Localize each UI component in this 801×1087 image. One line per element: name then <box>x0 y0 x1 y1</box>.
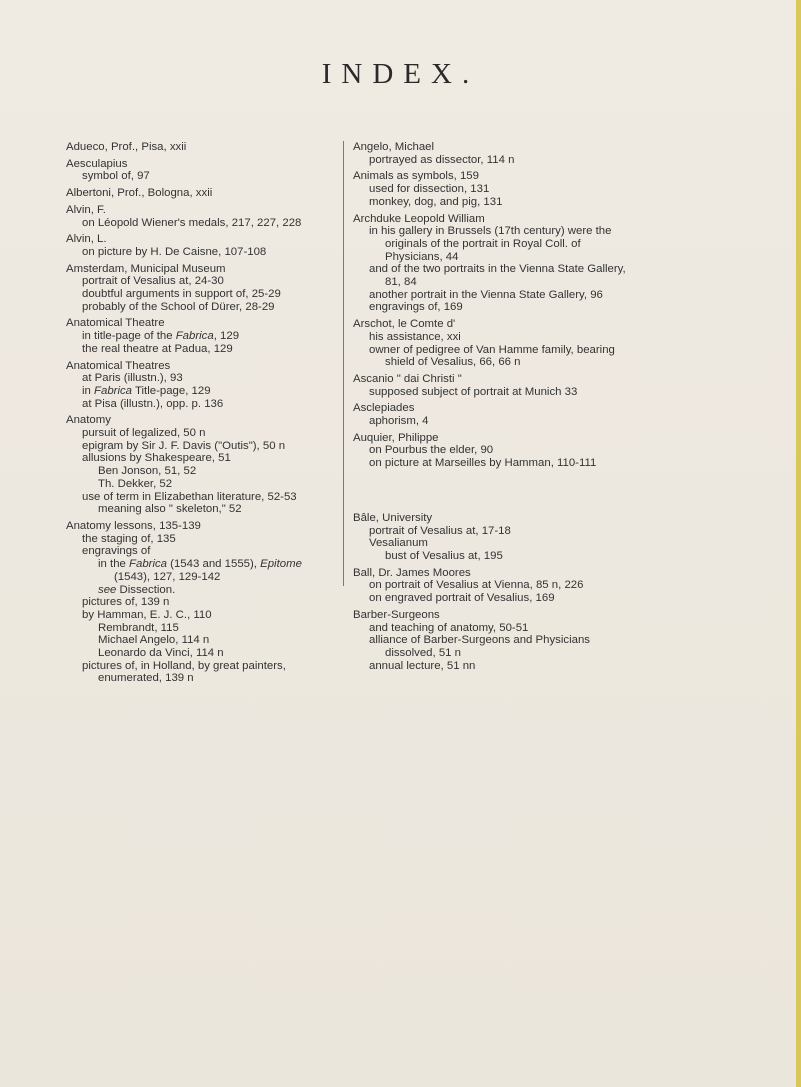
index-entry <box>66 414 338 516</box>
page-title: INDEX. <box>321 58 480 90</box>
index-entry <box>66 158 338 183</box>
index-entry <box>66 317 338 355</box>
index-entry <box>66 233 338 258</box>
entry-subitem: epigram by Sir J. F. Davis ("Outis"), 50 n <box>82 439 286 452</box>
entry-subitem: and of the two portraits in the Vienna State Gallery, 81, 84 <box>369 263 626 289</box>
entry-heading: Angelo, Michael <box>353 141 435 153</box>
index-entry <box>66 520 338 685</box>
entry-heading: Alvin, L. <box>66 233 107 246</box>
entry-heading: Anatomical Theatres <box>66 359 171 372</box>
index-entry <box>66 204 338 229</box>
index-column-left <box>66 141 338 689</box>
entry-heading: Aesculapius <box>66 157 128 170</box>
page-edge <box>796 0 801 1087</box>
entry-subitem: engravings of <box>82 545 151 558</box>
entry-heading: Alvin, F. <box>66 203 106 216</box>
entry-subitem: doubtful arguments in support of, 25-29 <box>82 288 281 301</box>
letter-gap <box>353 474 630 512</box>
entry-heading: Anatomical Theatre <box>66 317 165 330</box>
entry-subitem: Th. Dekker, 52 <box>98 477 173 490</box>
entry-subitem: probably of the School of Dürer, 28-29 <box>82 300 275 313</box>
entry-heading: Anatomy <box>66 414 111 427</box>
entry-subitem: by Hamman, E. J. C., 110 <box>82 608 212 621</box>
entry-heading: Animals as symbols, 159 <box>353 170 479 183</box>
entry-heading: Asclepiades <box>353 402 415 415</box>
index-entry <box>353 609 630 673</box>
entry-subitem: on engraved portrait of Vesalius, 169 <box>369 592 555 605</box>
index-entry <box>353 141 630 166</box>
entry-subitem: allusions by Shakespeare, 51 <box>82 452 231 465</box>
index-entry <box>353 213 630 315</box>
entry-subitem: in title-page of the Fabrica, 129 <box>82 330 240 343</box>
entry-heading: Albertoni, Prof., Bologna, xxii <box>66 187 213 200</box>
entry-subitem: engravings of, 169 <box>369 301 463 314</box>
entry-heading: Bâle, University <box>353 511 433 524</box>
entry-subitem: and teaching of anatomy, 50-51 <box>369 621 529 634</box>
entry-subitem: at Paris (illustn.), 93 <box>82 372 183 385</box>
entry-subitem: portrait of Vesalius at, 17-18 <box>369 524 511 537</box>
entry-subitem: annual lecture, 51 nn <box>369 659 476 672</box>
entry-subitem: pursuit of legalized, 50 n <box>82 427 206 440</box>
entry-subitem: monkey, dog, and pig, 131 <box>369 195 503 208</box>
index-entry <box>66 263 338 314</box>
entry-subitem: his assistance, xxi <box>369 330 461 343</box>
entry-subitem: supposed subject of portrait at Munich 33 <box>369 385 578 398</box>
entry-subitem: meaning also " skeleton," 52 <box>98 503 242 516</box>
index-entry <box>353 567 630 605</box>
entry-subitem: pictures of, in Holland, by great painters, enumerated, 139 n <box>82 659 286 685</box>
entry-subitem: portrait of Vesalius at, 24-30 <box>82 275 224 288</box>
entry-subitem: see Dissection. <box>98 583 176 596</box>
entry-subitem: use of term in Elizabethan literature, 52-53 <box>82 490 297 503</box>
entry-subitem: aphorism, 4 <box>369 415 429 428</box>
entry-subitem: on portrait of Vesalius at Vienna, 85 n, 226 <box>369 579 584 592</box>
entry-heading: Auquier, Philippe <box>353 431 439 444</box>
entry-subitem: at Pisa (illustn.), opp. p. 136 <box>82 397 224 410</box>
entry-heading: Adueco, Prof., Pisa, xxii <box>66 141 187 153</box>
entry-heading: Amsterdam, Municipal Museum <box>66 262 226 275</box>
entry-subitem: alliance of Barber-Surgeons and Physicians dissolved, 51 n <box>369 634 590 659</box>
index-entry <box>353 373 630 398</box>
entry-heading: Archduke Leopold William <box>353 212 485 225</box>
entry-subitem: in Fabrica Title-page, 129 <box>82 384 211 397</box>
entry-subitem: Rembrandt, 115 <box>98 621 179 634</box>
index-entry <box>353 512 630 563</box>
index-column-right <box>353 141 630 676</box>
entry-subitem: bust of Vesalius at, 195 <box>385 549 503 562</box>
entry-subitem: on Pourbus the elder, 90 <box>369 444 494 457</box>
index-entry <box>66 360 338 411</box>
entry-subitem: Ben Jonson, 51, 52 <box>98 465 197 478</box>
index-entry <box>66 187 338 200</box>
entry-subitem: in the Fabrica (1543 and 1555), Epitome (1543), 127, 129-142 <box>98 558 302 583</box>
entry-heading: Arschot, le Comte d' <box>353 318 456 331</box>
entry-subitem: on picture at Marseilles by Hamman, 110-111 <box>369 457 597 470</box>
entry-subitem: portrayed as dissector, 114 n <box>369 153 515 166</box>
index-entry <box>353 318 630 369</box>
column-divider <box>343 141 344 586</box>
index-entry <box>353 432 630 470</box>
entry-subitem: on picture by H. De Caisne, 107-108 <box>82 245 267 258</box>
entry-subitem: Vesalianum <box>369 537 428 550</box>
entry-heading: Barber-Surgeons <box>353 608 440 621</box>
entry-subitem: in his gallery in Brussels (17th century) were the originals of the portrait in Royal Coll. of Physicians, 44 <box>369 225 612 263</box>
index-entry <box>353 170 630 208</box>
entry-heading: Ball, Dr. James Moores <box>353 566 471 579</box>
entry-subitem: the staging of, 135 <box>82 532 176 545</box>
entry-subitem: symbol of, 97 <box>82 170 150 183</box>
entry-subitem: another portrait in the Vienna State Gallery, 96 <box>369 288 603 301</box>
entry-subitem: Leonardo da Vinci, 114 n <box>98 647 224 660</box>
index-entry <box>66 141 338 154</box>
entry-subitem: on Léopold Wiener's medals, 217, 227, 228 <box>82 216 302 229</box>
index-entry <box>353 402 630 427</box>
entry-heading: Ascanio " dai Christi " <box>353 372 462 385</box>
entry-subitem: the real theatre at Padua, 129 <box>82 342 233 355</box>
entry-subitem: owner of pedigree of Van Hamme family, bearing shield of Vesalius, 66, 66 n <box>369 343 615 369</box>
entry-heading: Anatomy lessons, 135-139 <box>66 519 201 532</box>
entry-subitem: pictures of, 139 n <box>82 596 170 609</box>
entry-subitem: Michael Angelo, 114 n <box>98 634 210 647</box>
entry-subitem: used for dissection, 131 <box>369 183 490 196</box>
